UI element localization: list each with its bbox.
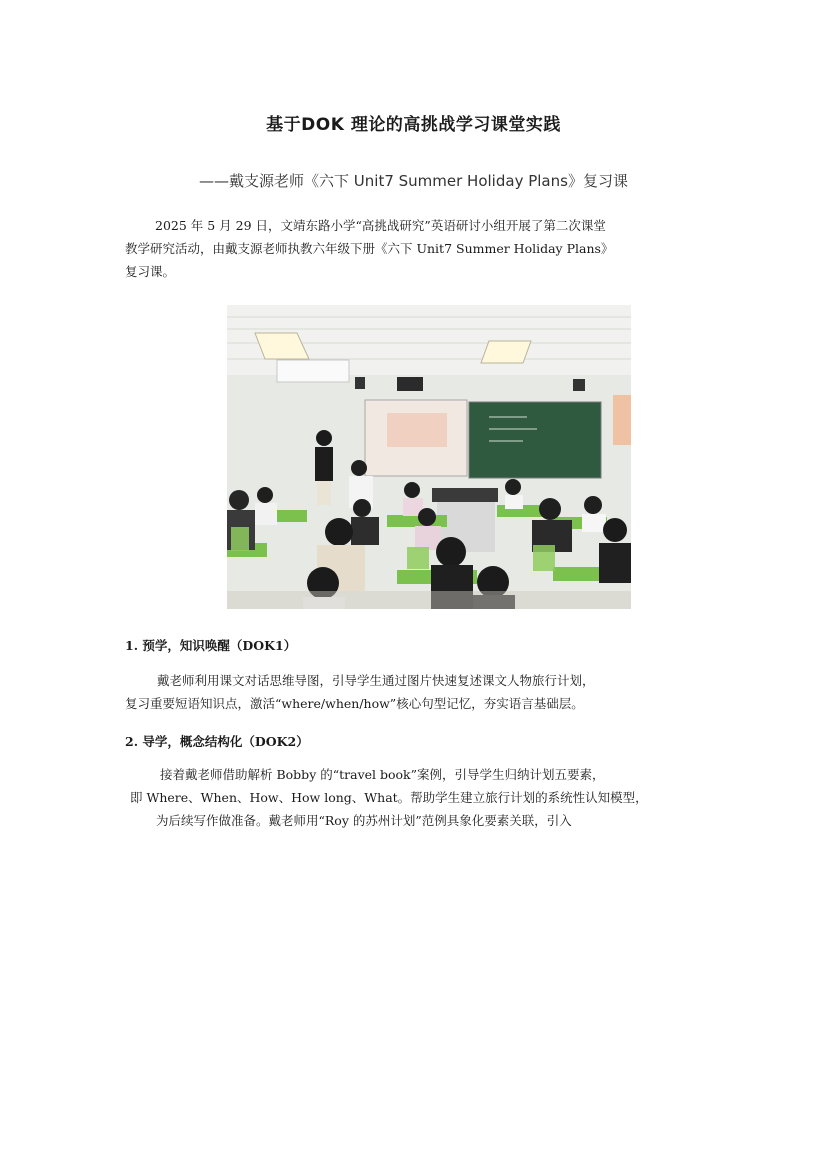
page-subtitle: ——戴支源老师《六下 Unit7 Summer Holiday Plans》复习课: [199, 172, 628, 190]
section2-heading: 2. 导学，概念结构化（DOK2）: [125, 734, 309, 749]
classroom-photo-illustration: [227, 305, 631, 609]
section2-line: 为后续写作做准备。戴老师用“Roy 的苏州计划”范例具象化要素关联，引入: [156, 813, 572, 828]
section1-line: 戴老师利用课文对话思维导图，引导学生通过图片快速复述课文人物旅行计划，: [157, 673, 595, 688]
page-title: 基于DOK 理论的高挑战学习课堂实践: [266, 115, 561, 135]
intro-line: 教学研究活动，由戴支源老师执教六年级下册《六下 Unit7 Summer Holiday Plans》: [125, 241, 614, 256]
section2-line: 接着戴老师借助解析 Bobby 的“travel book”案例，引导学生归纳计划五要素，: [160, 767, 605, 782]
intro-line: 2025 年 5 月 29 日，文靖东路小学“高挑战研究”英语研讨小组开展了第二次课堂: [155, 218, 606, 233]
section1-line: 复习重要短语知识点，激活“where/when/how”核心句型记忆，夯实语言基础层。: [125, 696, 584, 711]
section2-paragraph: [130, 763, 700, 832]
section1-paragraph: [125, 669, 695, 715]
classroom-photo: [227, 305, 631, 609]
intro-paragraph: [125, 214, 695, 283]
section2-line: 即 Where、When、How、How long、What。帮助学生建立旅行计划的系统性认知模型，: [130, 790, 648, 805]
intro-line: 复习课。: [125, 264, 176, 279]
section1-heading: 1. 预学，知识唤醒（DOK1）: [125, 638, 297, 653]
